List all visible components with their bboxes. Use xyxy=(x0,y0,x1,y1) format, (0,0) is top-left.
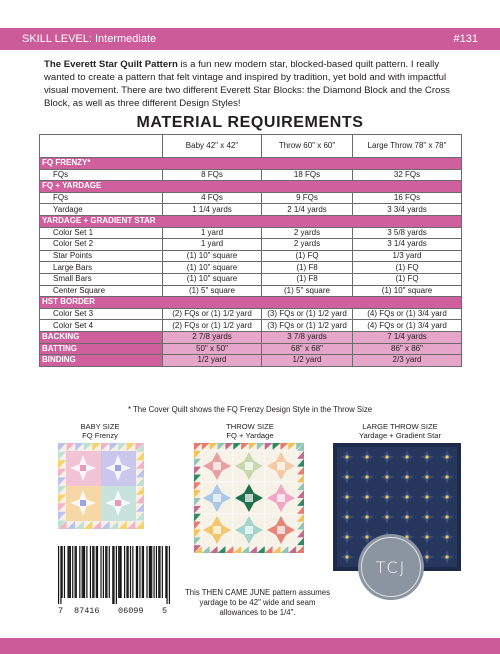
baby-quilt-image xyxy=(58,443,144,529)
skill-level: SKILL LEVEL: Intermediate xyxy=(22,33,157,45)
table-cell: 1/2 yard xyxy=(163,355,262,367)
row-label: Star Points xyxy=(40,250,163,262)
barcode xyxy=(58,546,170,616)
row-label: FQs xyxy=(40,192,163,204)
row-label: BATTING xyxy=(40,343,163,355)
table-header-row xyxy=(40,135,462,158)
table-cell: (3) FQs or (1) 1/2 yard xyxy=(262,320,353,332)
table-row xyxy=(40,250,462,262)
barcode-digit-check: 5 xyxy=(162,606,168,616)
table-row xyxy=(40,273,462,285)
column-header: Baby 42" x 42" xyxy=(163,135,262,158)
section-header-row xyxy=(40,297,462,309)
table-cell: 2 yards xyxy=(262,227,353,239)
table-row xyxy=(40,308,462,320)
table-cell: 2 1/4 yards xyxy=(262,204,353,216)
table-cell: 18 FQs xyxy=(262,169,353,181)
table-cell: (4) FQs or (1) 3/4 yard xyxy=(353,320,462,332)
table-cell: 32 FQs xyxy=(353,169,462,181)
summary-row xyxy=(40,331,462,343)
table-cell: (2) FQs or (1) 1/2 yard xyxy=(163,308,262,320)
baby-caption xyxy=(50,422,150,440)
table-row xyxy=(40,169,462,181)
logo-text: TCJ xyxy=(375,557,407,577)
table-cell: 1/3 yard xyxy=(353,250,462,262)
table-cell: (1) F8 xyxy=(262,273,353,285)
intro-body: is a fun new modern star, blocked-based quilt pattern. I really wanted to create a pattern that felt vintage and inspired by tradition, yet bold and with impactful visual movement. There are two different Everett Star Blocks: the Diamond Block and the Cross Block, as well as three different Design Styles! xyxy=(44,59,450,109)
table-cell: 86" x 86" xyxy=(353,343,462,355)
barcode-digit-lead: 7 xyxy=(58,606,64,616)
row-label: FQs xyxy=(40,169,163,181)
table-cell: 2 7/8 yards xyxy=(163,331,262,343)
large-throw-caption xyxy=(330,422,470,440)
row-label: Large Bars xyxy=(40,262,163,274)
bottom-bar xyxy=(0,638,500,654)
row-label: BINDING xyxy=(40,355,163,367)
skill-level-bar xyxy=(0,28,500,50)
table-cell: 68" x 68" xyxy=(262,343,353,355)
table-cell: 1 1/4 yards xyxy=(163,204,262,216)
barcode-digits-right: 06099 xyxy=(118,606,144,616)
table-row xyxy=(40,227,462,239)
throw-caption xyxy=(190,422,310,440)
row-label: Color Set 1 xyxy=(40,227,163,239)
column-header: Throw 60" x 60" xyxy=(262,135,353,158)
large-throw-style-label: Yardage + Gradient Star xyxy=(359,431,441,440)
table-cell: 1 yard xyxy=(163,227,262,239)
summary-row xyxy=(40,355,462,367)
barcode-bars xyxy=(58,546,170,606)
table-cell: (1) FQ xyxy=(353,273,462,285)
row-label: BACKING xyxy=(40,331,163,343)
table-cell: 3 5/8 yards xyxy=(353,227,462,239)
section-title: FQ FRENZY* xyxy=(40,158,462,170)
column-header xyxy=(40,135,163,158)
table-cell: (1) FQ xyxy=(353,262,462,274)
throw-style-label: FQ + Yardage xyxy=(226,431,274,440)
table-cell: (1) 5" square xyxy=(163,285,262,297)
section-title: HST BORDER xyxy=(40,297,462,309)
table-row xyxy=(40,320,462,332)
table-row xyxy=(40,262,462,274)
cover-quilt-note: * The Cover Quilt shows the FQ Frenzy Design Style in the Throw Size xyxy=(127,405,373,414)
section-title: FQ + YARDAGE xyxy=(40,181,462,193)
tcj-logo xyxy=(358,534,424,600)
section-header-row xyxy=(40,215,462,227)
table-cell: 3 1/4 yards xyxy=(353,239,462,251)
throw-size-label: THROW SIZE xyxy=(226,422,274,431)
large-throw-size-label: LARGE THROW SIZE xyxy=(362,422,438,431)
table-cell: (1) F8 xyxy=(262,262,353,274)
section-header-row xyxy=(40,181,462,193)
row-label: Color Set 2 xyxy=(40,239,163,251)
table-cell: 16 FQs xyxy=(353,192,462,204)
table-row xyxy=(40,285,462,297)
table-cell: 2 yards xyxy=(262,239,353,251)
table-cell: 8 FQs xyxy=(163,169,262,181)
table-cell: (4) FQs or (1) 3/4 yard xyxy=(353,308,462,320)
material-requirements-table xyxy=(39,134,462,367)
table-cell: (2) FQs or (1) 1/2 yard xyxy=(163,320,262,332)
table-cell: (3) FQs or (1) 1/2 yard xyxy=(262,308,353,320)
table-cell: 7 1/4 yards xyxy=(353,331,462,343)
throw-quilt-image xyxy=(194,443,304,553)
table-cell: 2/3 yard xyxy=(353,355,462,367)
table-cell: 1 yard xyxy=(163,239,262,251)
table-cell: 9 FQs xyxy=(262,192,353,204)
table-cell: (1) 10" square xyxy=(163,273,262,285)
column-header: Large Throw 78" x 78" xyxy=(353,135,462,158)
table-cell: 4 FQs xyxy=(163,192,262,204)
table-cell: (1) 10" square xyxy=(163,250,262,262)
intro-paragraph xyxy=(44,58,464,110)
table-row xyxy=(40,192,462,204)
table-row xyxy=(40,239,462,251)
barcode-digits-left: 87416 xyxy=(74,606,100,616)
row-label: Color Set 4 xyxy=(40,320,163,332)
row-label: Small Bars xyxy=(40,273,163,285)
table-cell: 3 3/4 yards xyxy=(353,204,462,216)
table-cell: (1) FQ xyxy=(262,250,353,262)
table-cell: 50" x 50" xyxy=(163,343,262,355)
row-label: Color Set 3 xyxy=(40,308,163,320)
yardage-note: This THEN CAME JUNE pattern assumes yardage to be 42" wide and seam allowances to be 1/4". xyxy=(184,588,330,617)
table-cell: (1) 5" square xyxy=(262,285,353,297)
material-requirements-title: MATERIAL REQUIREMENTS xyxy=(136,114,364,131)
summary-row xyxy=(40,343,462,355)
row-label: Center Square xyxy=(40,285,163,297)
section-title: YARDAGE + GRADIENT STAR xyxy=(40,215,462,227)
intro-lead: The Everett Star Quilt Pattern xyxy=(44,59,178,70)
table-row xyxy=(40,204,462,216)
table-cell: (1) 10" square xyxy=(353,285,462,297)
section-header-row xyxy=(40,158,462,170)
table-cell: 1/2 yard xyxy=(262,355,353,367)
baby-style-label: FQ Frenzy xyxy=(82,431,118,440)
pattern-number: #131 xyxy=(453,33,478,45)
row-label: Yardage xyxy=(40,204,163,216)
table-cell: 3 7/8 yards xyxy=(262,331,353,343)
baby-size-label: BABY SIZE xyxy=(80,422,120,431)
table-cell: (1) 10" square xyxy=(163,262,262,274)
